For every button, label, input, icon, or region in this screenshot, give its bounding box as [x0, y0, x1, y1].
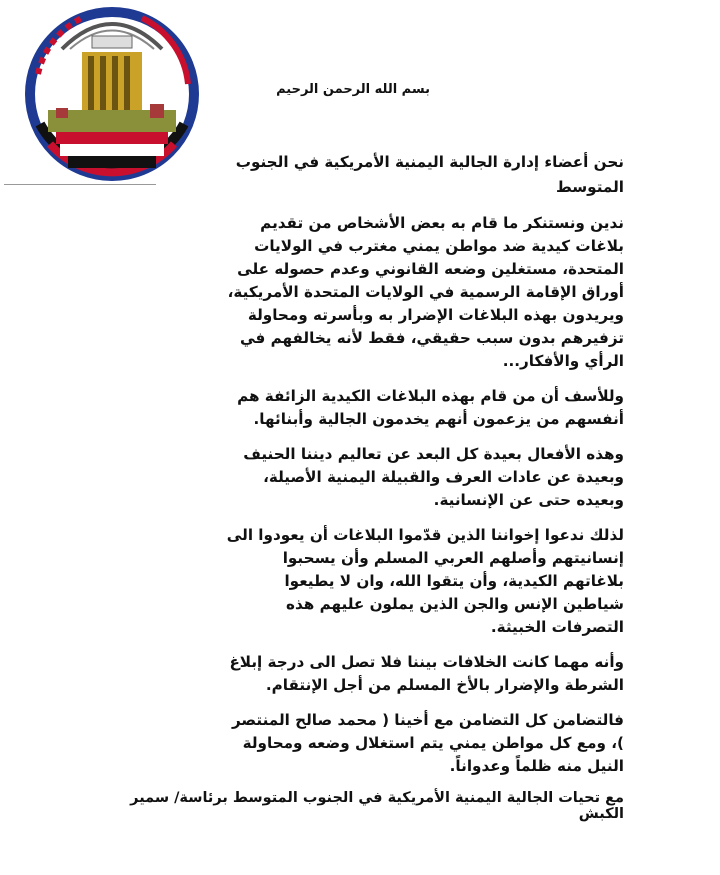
letter-heading: نحن أعضاء إدارة الجالية اليمنية الأمريكية في الجنوب المتوسط — [235, 153, 624, 196]
paragraph: وأنه مهما كانت الخلافات بيننا فلا تصل الى درجة إبلاغ الشرطة والإضرار بالأخ المسلم من أجل الإنتقام. — [229, 653, 624, 694]
community-logo — [22, 4, 202, 184]
paragraph: ندين ونستنكر ما قام به بعض الأشخاص من تقديم بلاغات كيدية ضد مواطن يمني مغترب في الولايات المتحدة، مستغلين وضعه القانوني وعدم حصوله على أوراق الإقامة الرسمية في الولايات المتحدة الأمريكية، ويريدون بهذه البلاغات الإضرار به وبأسرته ومحاولة تزفيرهم بدون سبب حقيقي، فقط لأنه يخالفهم في الرأي والأفكار... — [227, 214, 624, 370]
paragraph: فالتضامن كل التضامن مع أخينا ( محمد صالح المنتصر )، ومع كل مواطن يمني يتم استغلال وضعه ومحاولة النيل منه ظلماً وعدواناً. — [231, 711, 624, 775]
basmala: بسم الله الرحمن الرحيم — [276, 82, 430, 97]
paragraph: وهذه الأفعال بعيدة كل البعد عن تعاليم ديننا الحنيف وبعيدة عن عادات العرف والقبيلة اليمنية الأصيلة، وبعيده حتى عن الإنسانية. — [243, 445, 624, 509]
paragraph: لذلك ندعوا إخواننا الذين قدّموا البلاغات أن يعودوا الى إنسانيتهم وأصلهم العربي المسلم وأن يسحبوا بلاغاتهم الكيدية، وأن يتقوا الله، وان لا يطيعوا شياطين الإنس والجن الذين يملون عليهم هذه التصرفات الخبيثة. — [226, 526, 624, 636]
logo-divider — [4, 184, 156, 185]
letter-body — [224, 150, 624, 790]
paragraph: وللأسف أن من قام بهذه البلاغات الكيدية الزائفة هم أنفسهم من يزعمون أنهم يخدمون الجالية وأبنائها. — [237, 387, 624, 428]
closing-signature: مع تحيات الجالية اليمنية الأمريكية في الجنوب المتوسط برئاسة/ سمير الكبش — [130, 790, 624, 822]
